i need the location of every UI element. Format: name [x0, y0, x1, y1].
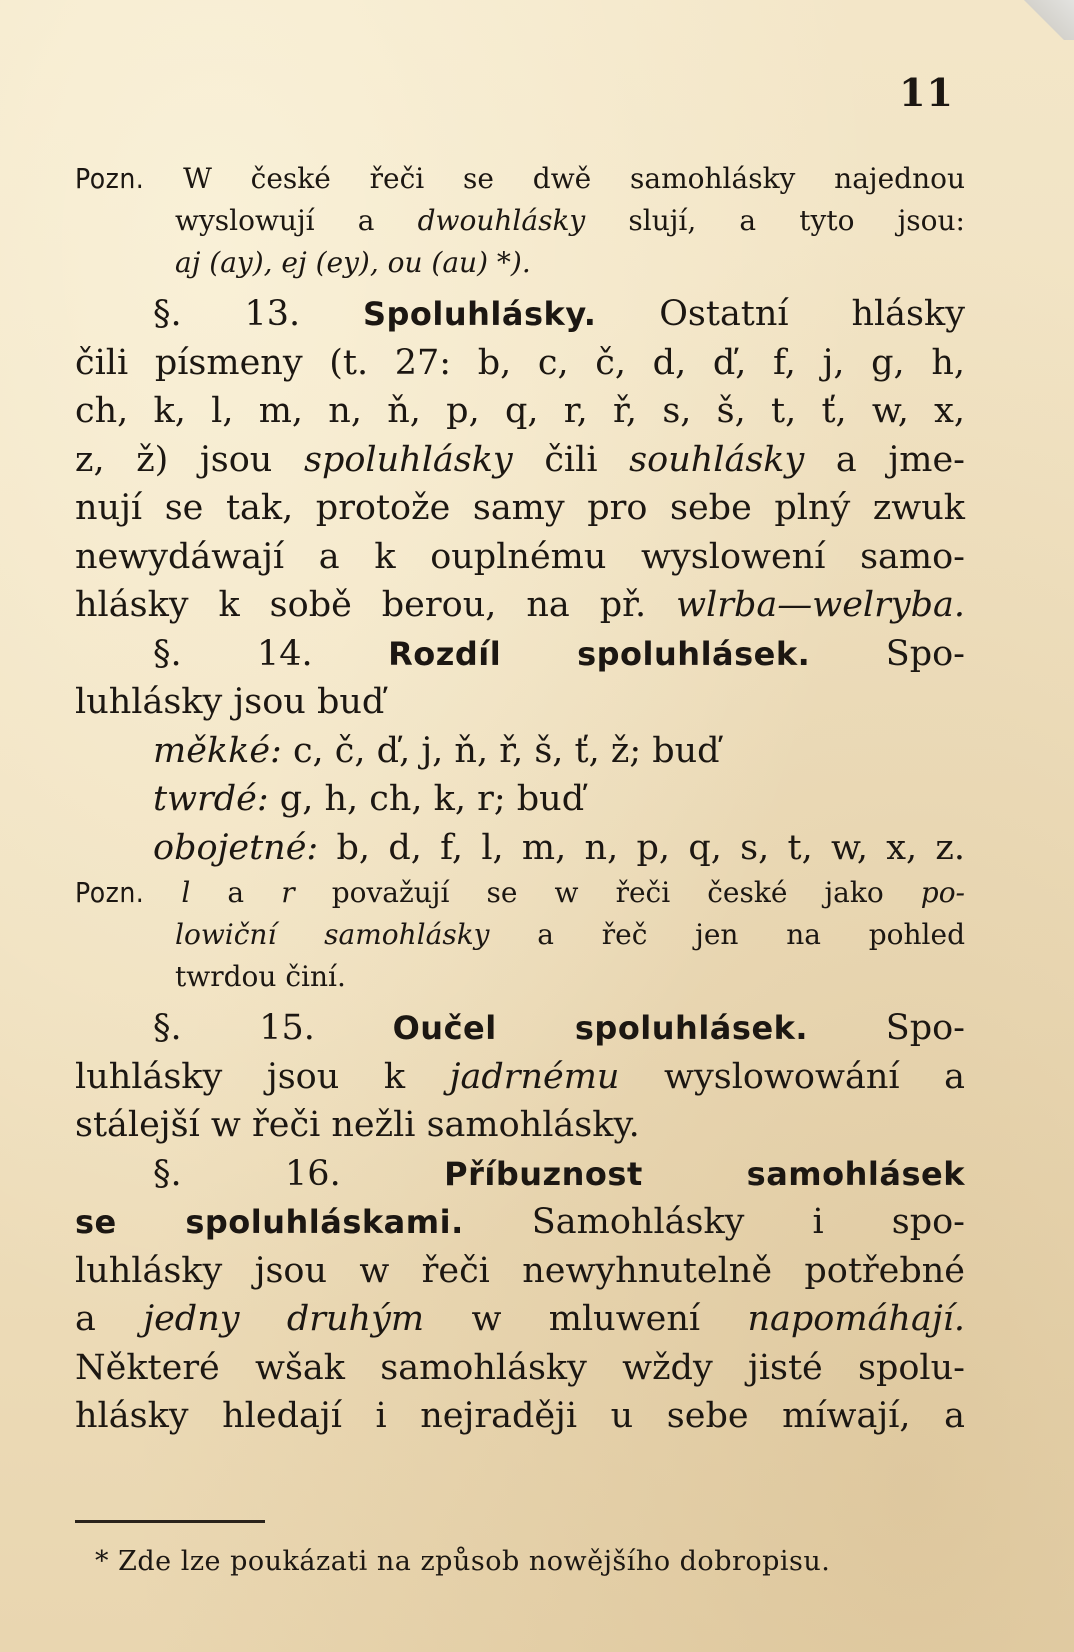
line-text: čili — [512, 439, 630, 480]
text-line — [75, 1247, 965, 1296]
section-number: §. 13. — [153, 294, 363, 334]
line-text: a jme- — [804, 439, 965, 480]
italic-term: jedny druhým — [143, 1299, 425, 1339]
italic-term: aj (ay), ej (ey), ou (au) *). — [175, 246, 531, 279]
page-corner — [1004, 0, 1074, 40]
line-text: hlásky k sobě berou, na př. — [75, 585, 677, 625]
italic-term: měkké: — [153, 730, 282, 771]
line-text: luhlásky jsou buď — [75, 682, 385, 722]
line-text: twrdou činí. — [175, 960, 346, 993]
line-text: a — [75, 1299, 144, 1339]
text-line — [75, 436, 965, 485]
line-text: Samohlásky i spo- — [463, 1202, 966, 1242]
text-line — [75, 1392, 965, 1441]
section-heading: Rozdíl spoluhlásek. — [388, 634, 811, 673]
italic-term: spoluhlásky — [303, 439, 513, 480]
text-line — [75, 824, 965, 873]
text-line — [75, 387, 965, 436]
text-line — [75, 1053, 965, 1102]
text-line — [75, 630, 965, 679]
line-text: Spo- — [810, 633, 966, 674]
line-text: slují, a tyto jsou: — [585, 204, 965, 237]
note-label: Pozn. — [75, 162, 145, 195]
italic-term: dwouhlásky — [417, 204, 586, 237]
section-heading: Oučel spoluhlásek. — [392, 1009, 809, 1047]
text-line — [75, 1295, 965, 1344]
text-line — [75, 200, 965, 242]
text-line — [75, 1101, 965, 1150]
footnote-divider — [75, 1520, 265, 1523]
section-number: §. 16. — [153, 1153, 445, 1194]
italic-term: napomáhají. — [747, 1299, 965, 1339]
italic-term: po- — [920, 876, 966, 909]
italic-term: wlrba—welryba. — [676, 585, 965, 625]
line-text: wyslowují a — [175, 204, 418, 237]
text-line — [75, 1344, 965, 1393]
italic-term: souhlásky — [629, 439, 805, 480]
text-line — [75, 1198, 965, 1247]
line-text: newydáwají a k ouplnému wyslowení samo- — [75, 536, 965, 577]
line-text: z, ž) jsou — [75, 439, 304, 480]
body-text — [75, 158, 965, 1441]
text-line — [75, 1004, 965, 1053]
line-text: Ostatní hlásky — [596, 294, 965, 334]
text-line — [75, 533, 965, 582]
text-line — [75, 775, 965, 824]
line-text: Spo- — [808, 1008, 965, 1048]
section-heading: Příbuznost samohlásek — [444, 1154, 965, 1193]
page-number: 11 — [899, 70, 954, 115]
italic-term: twrdé: — [153, 779, 269, 819]
line-text: a řeč jen na pohled — [489, 918, 965, 951]
italic-term: lowiční samohlásky — [175, 918, 490, 951]
note-label: Pozn. — [75, 876, 145, 909]
italic-term: r — [281, 876, 295, 909]
line-text: g, h, ch, k, r; buď — [268, 779, 585, 819]
text-line — [75, 290, 965, 339]
line-text: nují se tak, protože samy pro sebe plný zwuk — [75, 488, 965, 528]
line-text: a — [190, 876, 282, 909]
text-line — [75, 339, 965, 388]
footnote: * Zde lze poukázati na způsob nowějšího dobropisu. — [95, 1546, 831, 1577]
section-number: §. 14. — [153, 633, 389, 674]
text-line — [75, 872, 965, 914]
italic-term: l — [144, 876, 191, 909]
section-heading: Spoluhlásky. — [362, 295, 597, 333]
text-line — [75, 242, 965, 284]
line-text: luhlásky jsou k — [75, 1056, 450, 1097]
text-line — [75, 484, 965, 533]
line-text: Některé wšak samohlásky wždy jisté spolu- — [75, 1347, 965, 1388]
line-text: w mluwení — [424, 1299, 748, 1339]
section-heading: se spoluhláskami. — [75, 1203, 464, 1241]
text-line — [75, 1150, 965, 1199]
line-text: čili písmeny (t. 27: b, c, č, d, ď, f, j, g, h, — [75, 342, 965, 383]
section-number: §. 15. — [153, 1008, 393, 1048]
line-text: ch, k, l, m, n, ň, p, q, r, ř, s, š, t, ť, w, x, — [75, 391, 965, 431]
text-line — [75, 581, 965, 630]
italic-term: jadrnému — [449, 1056, 620, 1097]
line-text: stálejší w řeči nežli samohlásky. — [75, 1105, 640, 1145]
line-text: hlásky hledají i nejraději u sebe míwají, a — [75, 1396, 965, 1436]
line-text: W české řeči se dwě samohlásky najednou — [144, 162, 965, 195]
line-text: c, č, ď, j, ň, ř, š, ť, ž; buď — [281, 730, 720, 771]
line-text: luhlásky jsou w řeči newyhnutelně potřebné — [75, 1250, 965, 1291]
line-text: považují se w řeči české jako — [294, 876, 921, 909]
text-line — [75, 956, 965, 998]
text-line — [75, 914, 965, 956]
line-text: wyslowowání a — [619, 1056, 965, 1097]
italic-term: obojetné: — [153, 827, 319, 868]
text-line — [75, 158, 965, 200]
text-line — [75, 678, 965, 727]
text-line — [75, 727, 965, 776]
line-text: b, d, f, l, m, n, p, q, s, t, w, x, z. — [318, 827, 965, 868]
